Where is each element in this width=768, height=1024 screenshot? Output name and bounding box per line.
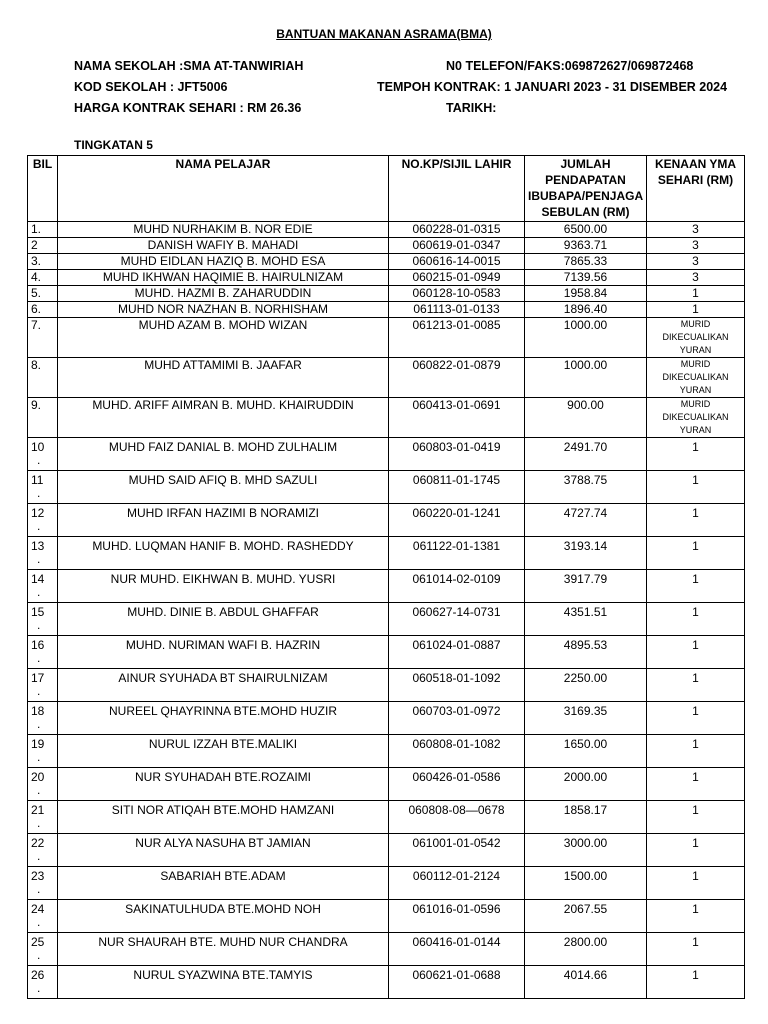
cell-bil [28, 570, 58, 603]
cell-ic-number: 060808-08—0678 [389, 801, 525, 834]
cell-parent-income: 1858.17 [525, 801, 647, 834]
row-number: 4. [31, 270, 42, 284]
cell-ic-number: 060426-01-0586 [389, 768, 525, 801]
cell-student-name: MUHD. DINIE B. ABDUL GHAFFAR [58, 603, 389, 636]
cell-ic-number: 060619-01-0347 [389, 238, 525, 254]
cell-bil [28, 603, 58, 636]
cell-daily-fee: MURID DIKECUALIKAN YURAN [647, 358, 745, 398]
row-number: 17 [31, 671, 45, 685]
cell-ic-number: 061024-01-0887 [389, 636, 525, 669]
phone-fax: N0 TELEFON/FAKS:069872627/069872468 [446, 59, 694, 73]
cell-daily-fee: 3 [647, 270, 745, 286]
cell-student-name: NUR MUHD. EIKHWAN B. MUHD. YUSRI [58, 570, 389, 603]
row-number: 23 [31, 869, 45, 883]
cell-daily-fee: 1 [647, 768, 745, 801]
header-parent-income: JUMLAH PENDAPATAN IBUBAPA/PENJAGA SEBULAN (RM) [525, 156, 647, 222]
cell-ic-number: 060220-01-1241 [389, 504, 525, 537]
cell-daily-fee: MURID DIKECUALIKAN YURAN [647, 398, 745, 438]
row-number-dot: . [37, 717, 41, 731]
row-number-dot: . [37, 981, 41, 995]
table-row [28, 318, 745, 358]
cell-ic-number: 061122-01-1381 [389, 537, 525, 570]
table-row [28, 238, 745, 254]
table-row [28, 933, 745, 966]
table-row [28, 735, 745, 768]
cell-daily-fee: 1 [647, 900, 745, 933]
cell-parent-income: 2250.00 [525, 669, 647, 702]
table-row [28, 254, 745, 270]
cell-student-name: NURUL SYAZWINA BTE.TAMYIS [58, 966, 389, 999]
form-level-label: TINGKATAN 5 [74, 138, 153, 152]
cell-ic-number: 060128-10-0583 [389, 286, 525, 302]
row-number: 15 [31, 605, 45, 619]
cell-student-name: MUHD ATTAMIMI B. JAAFAR [58, 358, 389, 398]
row-number: 19 [31, 737, 45, 751]
cell-student-name: MUHD NURHAKIM B. NOR EDIE [58, 222, 389, 238]
cell-bil [28, 318, 58, 358]
row-number-dot: . [37, 684, 41, 698]
table-row [28, 801, 745, 834]
cell-daily-fee: 1 [647, 966, 745, 999]
header-ic-number: NO.KP/SIJIL LAHIR [389, 156, 525, 222]
row-number: 10 [31, 440, 45, 454]
cell-ic-number: 060808-01-1082 [389, 735, 525, 768]
cell-ic-number: 060703-01-0972 [389, 702, 525, 735]
cell-ic-number: 060616-14-0015 [389, 254, 525, 270]
cell-bil [28, 867, 58, 900]
cell-daily-fee: 1 [647, 537, 745, 570]
cell-student-name: AINUR SYUHADA BT SHAIRULNIZAM [58, 669, 389, 702]
cell-student-name: NUR ALYA NASUHA BT JAMIAN [58, 834, 389, 867]
school-code: KOD SEKOLAH : JFT5006 [74, 80, 228, 94]
document-title: BANTUAN MAKANAN ASRAMA(BMA) [276, 27, 492, 41]
header-daily-fee: KENAAN YMA SEHARI (RM) [647, 156, 745, 222]
cell-ic-number: 061113-01-0133 [389, 302, 525, 318]
table-row [28, 702, 745, 735]
cell-student-name: MUHD AZAM B. MOHD WIZAN [58, 318, 389, 358]
contract-period: TEMPOH KONTRAK: 1 JANUARI 2023 - 31 DISEMBER 2024 [377, 80, 728, 94]
date-label: TARIKH: [446, 101, 497, 115]
cell-ic-number: 060518-01-1092 [389, 669, 525, 702]
table-row [28, 286, 745, 302]
row-number: 6. [31, 302, 42, 316]
cell-daily-fee: 1 [647, 504, 745, 537]
cell-daily-fee: 1 [647, 302, 745, 318]
cell-student-name: MUHD. NURIMAN WAFI B. HAZRIN [58, 636, 389, 669]
cell-student-name: MUHD FAIZ DANIAL B. MOHD ZULHALIM [58, 438, 389, 471]
row-number-dot: . [37, 783, 41, 797]
table-row [28, 537, 745, 570]
cell-ic-number: 061016-01-0596 [389, 900, 525, 933]
cell-bil [28, 358, 58, 398]
row-number: 20 [31, 770, 45, 784]
cell-parent-income: 900.00 [525, 398, 647, 438]
cell-bil [28, 669, 58, 702]
cell-parent-income: 1000.00 [525, 318, 647, 358]
cell-parent-income: 2800.00 [525, 933, 647, 966]
cell-daily-fee: 3 [647, 238, 745, 254]
row-number: 7. [31, 318, 42, 332]
row-number: 22 [31, 836, 45, 850]
row-number-dot: . [37, 651, 41, 665]
row-number: 11 [31, 473, 44, 487]
cell-daily-fee: 3 [647, 254, 745, 270]
table-row [28, 603, 745, 636]
cell-parent-income: 6500.00 [525, 222, 647, 238]
row-number: 5. [31, 286, 42, 300]
cell-bil [28, 933, 58, 966]
cell-daily-fee: 1 [647, 834, 745, 867]
table-row [28, 504, 745, 537]
row-number: 14 [31, 572, 45, 586]
cell-parent-income: 2067.55 [525, 900, 647, 933]
table-row [28, 966, 745, 999]
row-number: 18 [31, 704, 45, 718]
cell-bil [28, 471, 58, 504]
cell-student-name: NUREEL QHAYRINNA BTE.MOHD HUZIR [58, 702, 389, 735]
cell-daily-fee: 1 [647, 933, 745, 966]
table-row [28, 570, 745, 603]
cell-bil [28, 398, 58, 438]
table-row [28, 834, 745, 867]
cell-daily-fee: 1 [647, 735, 745, 768]
row-number: 3. [31, 254, 42, 268]
cell-bil [28, 966, 58, 999]
table-row [28, 867, 745, 900]
row-number-dot: . [37, 486, 41, 500]
row-number-dot: . [37, 750, 41, 764]
cell-student-name: MUHD. LUQMAN HANIF B. MOHD. RASHEDDY [58, 537, 389, 570]
cell-ic-number: 060413-01-0691 [389, 398, 525, 438]
row-number: 25 [31, 935, 45, 949]
table-header-row [28, 156, 745, 222]
daily-contract-rate: HARGA KONTRAK SEHARI : RM 26.36 [74, 101, 302, 115]
cell-parent-income: 7139.56 [525, 270, 647, 286]
cell-bil [28, 537, 58, 570]
cell-ic-number: 061213-01-0085 [389, 318, 525, 358]
cell-daily-fee: 1 [647, 867, 745, 900]
table-body [28, 222, 745, 999]
row-number: 2 [31, 238, 38, 252]
cell-ic-number: 060416-01-0144 [389, 933, 525, 966]
table-row [28, 222, 745, 238]
cell-parent-income: 1650.00 [525, 735, 647, 768]
cell-parent-income: 9363.71 [525, 238, 647, 254]
cell-bil [28, 302, 58, 318]
cell-bil [28, 702, 58, 735]
cell-ic-number: 061001-01-0542 [389, 834, 525, 867]
cell-bil [28, 286, 58, 302]
cell-ic-number: 060803-01-0419 [389, 438, 525, 471]
cell-student-name: NUR SYUHADAH BTE.ROZAIMI [58, 768, 389, 801]
cell-bil [28, 636, 58, 669]
table-row [28, 636, 745, 669]
cell-bil [28, 222, 58, 238]
cell-daily-fee: 3 [647, 222, 745, 238]
cell-student-name: NURUL IZZAH BTE.MALIKI [58, 735, 389, 768]
row-number: 12 [31, 506, 45, 520]
cell-daily-fee: MURID DIKECUALIKAN YURAN [647, 318, 745, 358]
cell-daily-fee: 1 [647, 801, 745, 834]
school-name: NAMA SEKOLAH :SMA AT-TANWIRIAH [74, 59, 304, 73]
table-row [28, 438, 745, 471]
row-number-dot: . [37, 882, 41, 896]
cell-daily-fee: 1 [647, 603, 745, 636]
cell-bil [28, 270, 58, 286]
cell-student-name: SITI NOR ATIQAH BTE.MOHD HAMZANI [58, 801, 389, 834]
table-row [28, 768, 745, 801]
cell-daily-fee: 1 [647, 702, 745, 735]
row-number-dot: . [37, 453, 41, 467]
cell-parent-income: 4351.51 [525, 603, 647, 636]
cell-student-name: MUHD NOR NAZHAN B. NORHISHAM [58, 302, 389, 318]
cell-student-name: MUHD EIDLAN HAZIQ B. MOHD ESA [58, 254, 389, 270]
cell-bil [28, 768, 58, 801]
cell-parent-income: 3917.79 [525, 570, 647, 603]
cell-parent-income: 1000.00 [525, 358, 647, 398]
cell-student-name: MUHD. HAZMI B. ZAHARUDDIN [58, 286, 389, 302]
cell-bil [28, 900, 58, 933]
row-number-dot: . [37, 948, 41, 962]
row-number: 21 [31, 803, 45, 817]
cell-student-name: MUHD IKHWAN HAQIMIE B. HAIRULNIZAM [58, 270, 389, 286]
cell-parent-income: 3169.35 [525, 702, 647, 735]
row-number: 13 [31, 539, 45, 553]
cell-ic-number: 060822-01-0879 [389, 358, 525, 398]
cell-ic-number: 060112-01-2124 [389, 867, 525, 900]
cell-student-name: NUR SHAURAH BTE. MUHD NUR CHANDRA [58, 933, 389, 966]
row-number: 24 [31, 902, 45, 916]
cell-student-name: MUHD IRFAN HAZIMI B NORAMIZI [58, 504, 389, 537]
table-row [28, 270, 745, 286]
row-number: 1. [31, 222, 42, 236]
cell-student-name: MUHD SAID AFIQ B. MHD SAZULI [58, 471, 389, 504]
cell-parent-income: 2000.00 [525, 768, 647, 801]
cell-parent-income: 7865.33 [525, 254, 647, 270]
cell-daily-fee: 1 [647, 570, 745, 603]
cell-bil [28, 438, 58, 471]
cell-parent-income: 4895.53 [525, 636, 647, 669]
table-row [28, 669, 745, 702]
cell-daily-fee: 1 [647, 286, 745, 302]
cell-parent-income: 3193.14 [525, 537, 647, 570]
cell-student-name: SABARIAH BTE.ADAM [58, 867, 389, 900]
student-table [27, 155, 745, 999]
cell-ic-number: 060621-01-0688 [389, 966, 525, 999]
row-number: 16 [31, 638, 45, 652]
cell-bil [28, 238, 58, 254]
cell-bil [28, 735, 58, 768]
cell-daily-fee: 1 [647, 438, 745, 471]
header-student-name: NAMA PELAJAR [58, 156, 389, 222]
cell-parent-income: 1896.40 [525, 302, 647, 318]
cell-daily-fee: 1 [647, 471, 745, 504]
cell-student-name: MUHD. ARIFF AIMRAN B. MUHD. KHAIRUDDIN [58, 398, 389, 438]
table-row [28, 358, 745, 398]
table-row [28, 471, 745, 504]
cell-ic-number: 060215-01-0949 [389, 270, 525, 286]
table-row [28, 398, 745, 438]
row-number-dot: . [37, 618, 41, 632]
cell-ic-number: 061014-02-0109 [389, 570, 525, 603]
cell-student-name: SAKINATULHUDA BTE.MOHD NOH [58, 900, 389, 933]
cell-ic-number: 060627-14-0731 [389, 603, 525, 636]
row-number-dot: . [37, 519, 41, 533]
row-number-dot: . [37, 552, 41, 566]
row-number-dot: . [37, 849, 41, 863]
header-bil: BIL [28, 156, 58, 222]
cell-daily-fee: 1 [647, 636, 745, 669]
cell-parent-income: 1958.84 [525, 286, 647, 302]
cell-parent-income: 3000.00 [525, 834, 647, 867]
cell-bil [28, 801, 58, 834]
cell-student-name: DANISH WAFIY B. MAHADI [58, 238, 389, 254]
cell-parent-income: 1500.00 [525, 867, 647, 900]
cell-parent-income: 3788.75 [525, 471, 647, 504]
cell-parent-income: 2491.70 [525, 438, 647, 471]
row-number-dot: . [37, 585, 41, 599]
row-number: 26 [31, 968, 45, 982]
row-number-dot: . [37, 816, 41, 830]
cell-ic-number: 060228-01-0315 [389, 222, 525, 238]
table-row [28, 900, 745, 933]
cell-parent-income: 4014.66 [525, 966, 647, 999]
cell-parent-income: 4727.74 [525, 504, 647, 537]
cell-ic-number: 060811-01-1745 [389, 471, 525, 504]
row-number: 9. [31, 398, 42, 412]
row-number-dot: . [37, 915, 41, 929]
cell-bil [28, 504, 58, 537]
row-number: 8. [31, 358, 42, 372]
cell-bil [28, 254, 58, 270]
cell-daily-fee: 1 [647, 669, 745, 702]
cell-bil [28, 834, 58, 867]
table-row [28, 302, 745, 318]
